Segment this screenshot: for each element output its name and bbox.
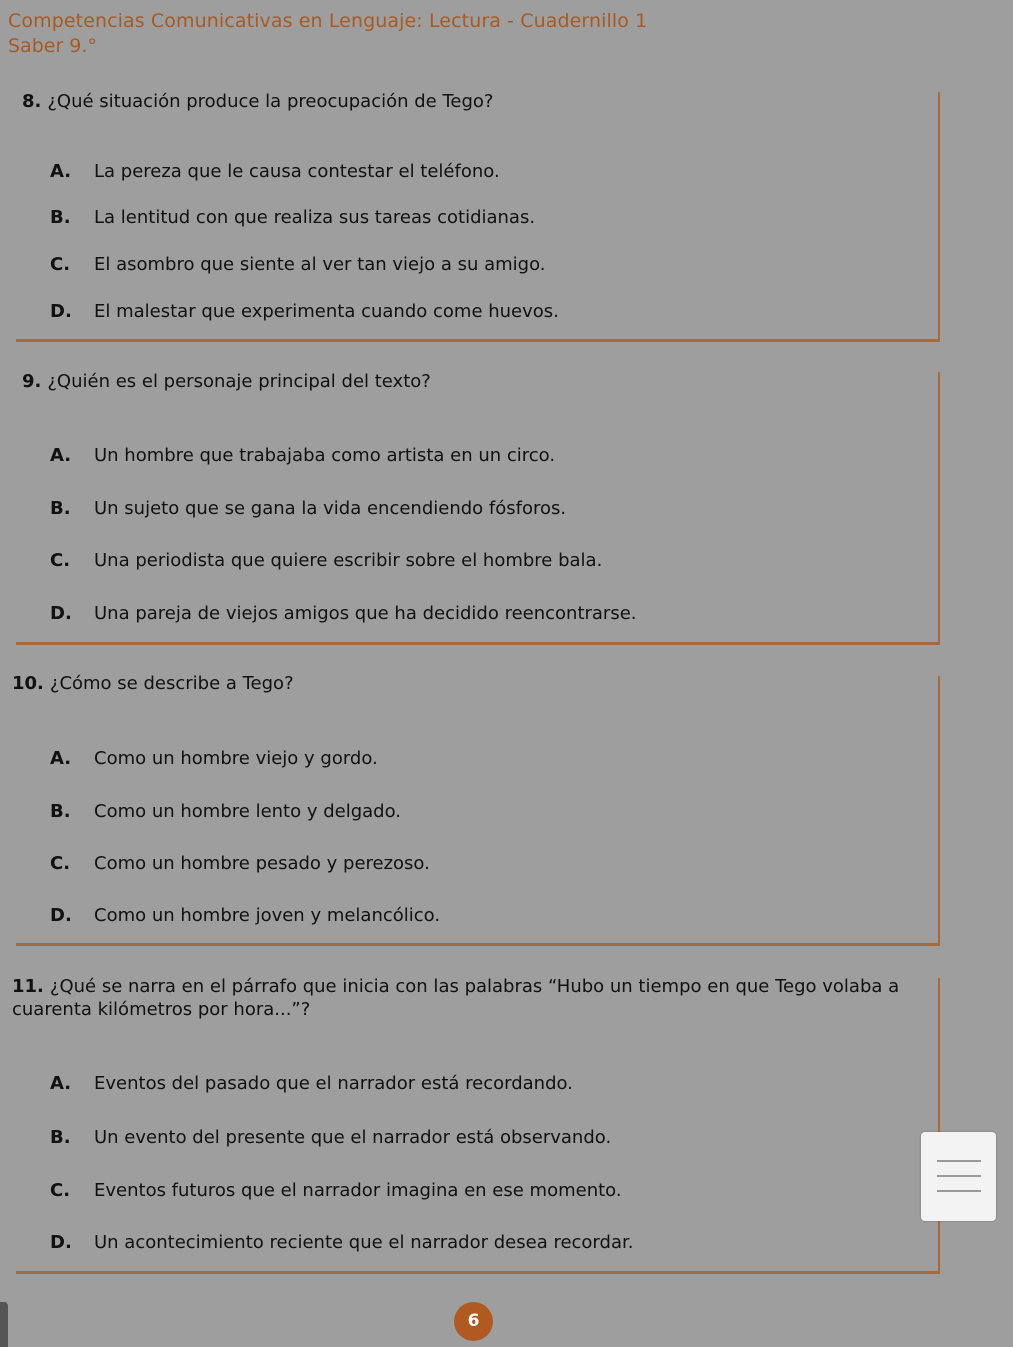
question-number: 9. — [22, 371, 42, 392]
question-border-bottom — [16, 1271, 940, 1274]
question-text — [12, 975, 922, 1021]
option-text: Un hombre que trabajaba como artista en un circo. — [94, 445, 556, 466]
option-d[interactable] — [50, 905, 440, 927]
option-d[interactable] — [50, 301, 559, 323]
page-number-badge: 6 — [454, 1302, 493, 1341]
question-10 — [0, 673, 940, 946]
option-text: Eventos del pasado que el narrador está recordando. — [94, 1073, 573, 1094]
hamburger-menu-icon — [937, 1160, 981, 1162]
option-text: Un acontecimiento reciente que el narrador desea recordar. — [94, 1232, 634, 1253]
option-text: El malestar que experimenta cuando come huevos. — [94, 301, 559, 322]
option-letter: C. — [50, 550, 71, 571]
option-text: Como un hombre lento y delgado. — [94, 801, 402, 822]
question-border-right — [938, 978, 940, 1274]
option-d[interactable] — [50, 603, 637, 625]
option-text: La pereza que le causa contestar el teléfono. — [94, 161, 500, 182]
option-letter: B. — [50, 1127, 71, 1148]
option-letter: A. — [50, 1073, 72, 1094]
option-letter: B. — [50, 801, 71, 822]
option-letter: A. — [50, 161, 72, 182]
option-d[interactable] — [50, 1232, 633, 1254]
option-b[interactable] — [50, 498, 566, 520]
question-border-bottom — [16, 339, 940, 342]
question-prompt: ¿Cómo se describe a Tego? — [49, 673, 294, 694]
option-c[interactable] — [50, 853, 430, 875]
left-edge-tab — [0, 1302, 8, 1347]
question-border-bottom — [16, 642, 940, 645]
option-text: Como un hombre viejo y gordo. — [94, 748, 378, 769]
question-11 — [0, 978, 940, 1274]
option-text: Un sujeto que se gana la vida encendiendo fósforos. — [94, 498, 567, 519]
question-border-bottom — [16, 943, 940, 946]
option-letter: C. — [50, 853, 71, 874]
question-number: 10. — [12, 673, 44, 694]
option-a[interactable] — [50, 161, 500, 183]
menu-button[interactable] — [921, 1132, 996, 1221]
option-text: La lentitud con que realiza sus tareas cotidianas. — [94, 207, 536, 228]
option-text: Como un hombre joven y melancólico. — [94, 905, 441, 926]
question-number: 11. — [12, 976, 44, 997]
question-text — [22, 370, 932, 393]
question-prompt: ¿Qué se narra en el párrafo que inicia con las palabras “Hubo un tiempo en que Tego volaba a cuarenta kilómetros por hora...”? — [12, 976, 900, 1020]
option-letter: D. — [50, 301, 72, 322]
option-c[interactable] — [50, 254, 546, 276]
option-letter: D. — [50, 1232, 72, 1253]
question-border-right — [938, 676, 940, 946]
option-letter: C. — [50, 1180, 71, 1201]
question-prompt: ¿Qué situación produce la preocupación de Tego? — [47, 91, 494, 112]
option-a[interactable] — [50, 445, 555, 467]
option-letter: A. — [50, 748, 72, 769]
question-8 — [0, 92, 940, 342]
option-text: El asombro que siente al ver tan viejo a su amigo. — [94, 254, 546, 275]
option-text: Una pareja de viejos amigos que ha decidido reencontrarse. — [94, 603, 637, 624]
question-prompt: ¿Quién es el personaje principal del texto? — [47, 371, 431, 392]
option-letter: D. — [50, 603, 72, 624]
question-border-right — [938, 372, 940, 645]
hamburger-menu-icon — [937, 1175, 981, 1177]
option-text: Como un hombre pesado y perezoso. — [94, 853, 430, 874]
option-text: Una periodista que quiere escribir sobre el hombre bala. — [94, 550, 603, 571]
option-c[interactable] — [50, 1180, 622, 1202]
option-b[interactable] — [50, 207, 535, 229]
option-a[interactable] — [50, 748, 378, 770]
option-b[interactable] — [50, 1127, 611, 1149]
document-subtitle: Saber 9.° — [8, 35, 97, 57]
option-c[interactable] — [50, 550, 602, 572]
question-border-right — [938, 92, 940, 342]
option-letter: B. — [50, 498, 71, 519]
option-letter: D. — [50, 905, 72, 926]
question-text — [22, 90, 932, 113]
option-b[interactable] — [50, 801, 401, 823]
option-letter: B. — [50, 207, 71, 228]
document-title: Competencias Comunicativas en Lenguaje: Lectura - Cuadernillo 1 — [8, 10, 648, 32]
option-letter: A. — [50, 445, 72, 466]
option-text: Un evento del presente que el narrador está observando. — [94, 1127, 612, 1148]
question-text — [12, 672, 922, 695]
option-letter: C. — [50, 254, 71, 275]
option-a[interactable] — [50, 1073, 573, 1095]
hamburger-menu-icon — [937, 1190, 981, 1192]
option-text: Eventos futuros que el narrador imagina en ese momento. — [94, 1180, 622, 1201]
question-number: 8. — [22, 91, 42, 112]
question-9 — [0, 372, 940, 645]
